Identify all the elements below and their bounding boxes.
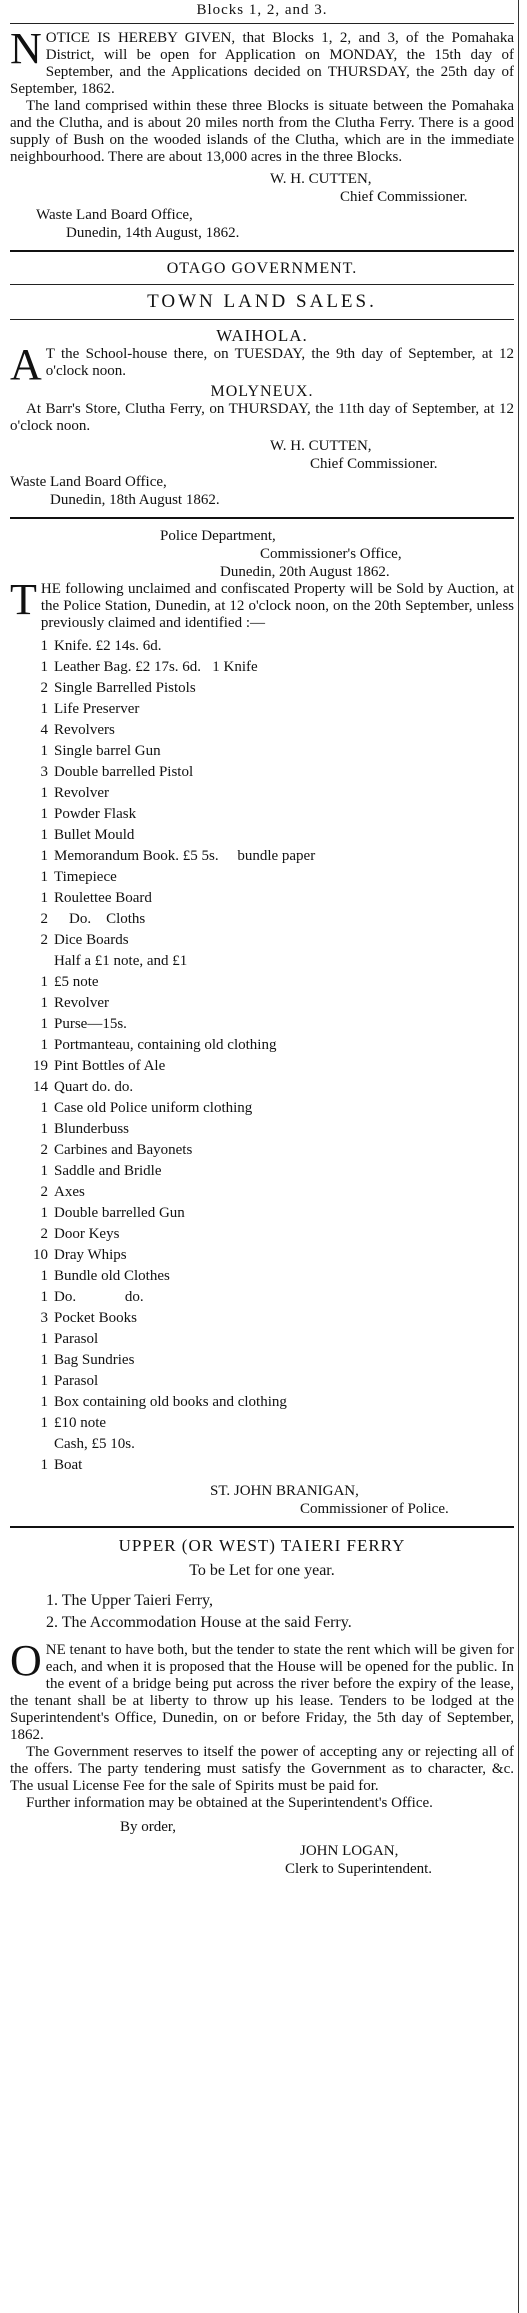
item-description: Revolvers — [54, 722, 115, 738]
item-description: Dice Boards — [54, 932, 129, 948]
property-item — [10, 867, 514, 888]
notice-heading: UPPER (OR WEST) TAIERI FERRY — [118, 1536, 406, 1555]
item-description: Carbines and Bayonets — [54, 1142, 193, 1158]
notice-date: Dunedin, 14th August, 1862. — [66, 225, 240, 241]
notice-heading: Blocks 1, 2, and 3. — [196, 2, 328, 18]
item-quantity: 1 — [40, 890, 48, 906]
drop-cap: N — [10, 24, 42, 73]
item-quantity: 1 — [40, 869, 48, 885]
item-description: Dray Whips — [54, 1247, 127, 1263]
item-description: Double barrelled Gun — [54, 1205, 185, 1221]
department-name: Police Department, — [160, 528, 276, 544]
property-item — [10, 720, 514, 741]
notice-paragraph: T the School-house there, on TUESDAY, the 9th day of September, at 12 o'clock noon. — [45, 346, 514, 379]
property-item — [10, 1161, 514, 1182]
item-quantity: 2 — [40, 1184, 48, 1200]
item-quantity: 1 — [40, 701, 48, 717]
signer-name: ST. JOHN BRANIGAN, — [210, 1483, 359, 1499]
item-quantity: 3 — [40, 764, 48, 780]
item-quantity: 1 — [40, 1289, 48, 1305]
item-quantity: 2 — [40, 680, 48, 696]
drop-cap: O — [10, 1636, 42, 1685]
signer-name: W. H. CUTTEN, — [270, 171, 372, 187]
item-description: Do. Cloths — [54, 911, 146, 927]
item-description: Pocket Books — [54, 1310, 137, 1326]
list-item: 1. The Upper Taieri Ferry, — [46, 1592, 213, 1609]
item-description: Saddle and Bridle — [54, 1163, 162, 1179]
property-list — [10, 636, 514, 1476]
property-item — [10, 888, 514, 909]
place-name: WAIHOLA. — [216, 326, 308, 345]
item-description: £5 note — [54, 974, 99, 990]
property-item — [10, 1455, 514, 1476]
property-item — [10, 1014, 514, 1035]
property-item — [10, 930, 514, 951]
item-description: Boat — [54, 1457, 83, 1473]
signer-name: W. H. CUTTEN, — [270, 438, 372, 454]
property-item — [10, 741, 514, 762]
property-item — [10, 1392, 514, 1413]
property-item — [10, 783, 514, 804]
notice-blocks-pomahaka — [10, 0, 514, 242]
item-description: Double barrelled Pistol — [54, 764, 194, 780]
divider — [10, 284, 514, 285]
item-description: Blunderbuss — [54, 1121, 129, 1137]
divider — [10, 1526, 514, 1528]
property-item — [10, 1182, 514, 1203]
notice-paragraph: HE following unclaimed and confiscated Property will be Sold by Auction, at the Police Station, Dunedin, at 12 o'clock noon, on the 20th September, unless previously claimed and identified :— — [40, 581, 514, 631]
notice-subheading: TOWN LAND SALES. — [147, 291, 377, 312]
signer-title: Commissioner of Police. — [300, 1501, 449, 1517]
item-quantity: 1 — [40, 806, 48, 822]
divider — [10, 517, 514, 519]
property-item — [10, 1224, 514, 1245]
place-name: MOLYNEUX. — [210, 383, 314, 400]
item-description: Single barrel Gun — [54, 743, 161, 759]
property-item — [10, 993, 514, 1014]
property-item — [10, 1098, 514, 1119]
property-item — [10, 1308, 514, 1329]
property-item — [10, 657, 514, 678]
by-order: By order, — [120, 1819, 177, 1835]
item-quantity: 1 — [40, 743, 48, 759]
notice-subheading: To be Let for one year. — [189, 1562, 335, 1579]
item-description: Revolver — [54, 995, 109, 1011]
property-item — [10, 1266, 514, 1287]
item-description: Single Barrelled Pistols — [54, 680, 196, 696]
notice-paragraph: At Barr's Store, Clutha Ferry, on THURSDAY, the 11th day of September, at 12 o'clock noon. — [10, 401, 514, 434]
property-item — [10, 1329, 514, 1350]
property-item — [10, 1413, 514, 1434]
property-item — [10, 1035, 514, 1056]
item-quantity: 1 — [40, 1331, 48, 1347]
item-quantity: 19 — [33, 1058, 48, 1074]
property-item — [10, 951, 514, 972]
divider — [10, 319, 514, 320]
notice-paragraph: OTICE IS HEREBY GIVEN, that Blocks 1, 2, and 3, of the Pomahaka District, will be open for Application on MONDAY, the 15th day of September, and the Applications decided on THURSDAY, the 25th day of September, 1862. — [10, 30, 514, 97]
item-description: Cash, £5 10s. — [54, 1436, 135, 1452]
item-quantity: 1 — [40, 785, 48, 801]
property-item — [10, 762, 514, 783]
item-description: Life Preserver — [54, 701, 140, 717]
item-description: Half a £1 note, and £1 — [54, 953, 188, 969]
property-item — [10, 1245, 514, 1266]
notice-paragraph: Further information may be obtained at the Superintendent's Office. — [26, 1795, 433, 1811]
notice-paragraph: The Government reserves to itself the power of accepting any or rejecting all of the offers. The party tendering must satisfy the Government as to character, &c. The usual License Fee for the sale of Spirits must be paid for. — [10, 1744, 514, 1794]
property-item — [10, 636, 514, 657]
item-quantity: 1 — [40, 638, 48, 654]
item-quantity: 1 — [40, 1016, 48, 1032]
item-quantity: 1 — [40, 827, 48, 843]
item-description: Bullet Mould — [54, 827, 135, 843]
item-quantity: 1 — [40, 1415, 48, 1431]
property-item — [10, 909, 514, 930]
item-quantity: 4 — [40, 722, 48, 738]
item-quantity: 3 — [40, 1310, 48, 1326]
item-quantity: 1 — [40, 1394, 48, 1410]
property-item — [10, 1119, 514, 1140]
drop-cap: A — [10, 340, 42, 389]
divider — [10, 23, 514, 24]
notice-date: Dunedin, 20th August 1862. — [220, 564, 390, 580]
divider — [10, 250, 514, 252]
office-name: Commissioner's Office, — [260, 546, 402, 562]
item-description: £10 note — [54, 1415, 107, 1431]
item-quantity: 1 — [40, 1205, 48, 1221]
property-item — [10, 1434, 514, 1455]
item-quantity: 1 — [40, 1037, 48, 1053]
property-item — [10, 1077, 514, 1098]
item-quantity: 1 — [40, 1121, 48, 1137]
item-description: Bundle old Clothes — [54, 1268, 170, 1284]
office-name: Waste Land Board Office, — [10, 474, 167, 490]
item-description: Parasol — [54, 1331, 99, 1347]
item-description: Quart do. do. — [54, 1079, 134, 1095]
item-quantity: 1 — [40, 995, 48, 1011]
property-item — [10, 678, 514, 699]
item-quantity: 1 — [40, 1100, 48, 1116]
item-description: Timepiece — [54, 869, 117, 885]
item-quantity: 1 — [40, 1163, 48, 1179]
item-quantity: 1 — [40, 1352, 48, 1368]
item-quantity: 1 — [40, 1373, 48, 1389]
item-description: Door Keys — [54, 1226, 120, 1242]
property-item — [10, 1203, 514, 1224]
item-quantity: 1 — [40, 974, 48, 990]
notice-paragraph: The land comprised within these three Blocks is situate between the Pomahaka and the Clutha, and is about 20 miles north from the Clutha Ferry. There is a good supply of Bush on the wooded islands of the Clutha, which are in the immediate neighbourhood. There are about 13,000 acres in the three Blocks. — [10, 98, 514, 165]
item-description: Box containing old books and clothing — [54, 1394, 287, 1410]
property-item — [10, 972, 514, 993]
office-name: Waste Land Board Office, — [36, 207, 193, 223]
item-description: Do. do. — [54, 1289, 144, 1305]
item-quantity: 14 — [33, 1079, 48, 1095]
property-item — [10, 825, 514, 846]
newspaper-column — [8, 0, 519, 2313]
property-item — [10, 1287, 514, 1308]
item-description: Knife. £2 14s. 6d. — [54, 638, 162, 654]
property-item — [10, 1140, 514, 1161]
notice-date: Dunedin, 18th August 1862. — [50, 492, 220, 508]
item-quantity: 2 — [40, 911, 48, 927]
notice-taieri-ferry — [10, 1536, 514, 1878]
item-quantity: 1 — [40, 1268, 48, 1284]
item-quantity: 10 — [33, 1247, 48, 1263]
signer-name: JOHN LOGAN, — [300, 1843, 399, 1859]
property-item — [10, 1350, 514, 1371]
signer-title: Chief Commissioner. — [310, 456, 438, 472]
item-description: Revolver — [54, 785, 109, 801]
notice-police-auction — [10, 527, 514, 1518]
notice-heading: OTAGO GOVERNMENT. — [166, 260, 358, 277]
property-item — [10, 804, 514, 825]
item-quantity: 2 — [40, 1142, 48, 1158]
item-description: Powder Flask — [54, 806, 137, 822]
item-quantity: 2 — [40, 932, 48, 948]
item-description: Memorandum Book. £5 5s. bundle paper — [54, 848, 316, 864]
drop-cap: T — [10, 575, 37, 624]
notice-town-land-sales — [10, 260, 514, 509]
item-description: Case old Police uniform clothing — [54, 1100, 253, 1116]
property-item — [10, 1056, 514, 1077]
property-item — [10, 699, 514, 720]
item-quantity: 1 — [40, 848, 48, 864]
property-item — [10, 1371, 514, 1392]
list-item: 2. The Accommodation House at the said Ferry. — [46, 1614, 352, 1631]
signer-title: Clerk to Superintendent. — [285, 1861, 433, 1877]
item-quantity: 1 — [40, 659, 48, 675]
signer-title: Chief Commissioner. — [340, 189, 468, 205]
item-description: Leather Bag. £2 17s. 6d. 1 Knife — [54, 659, 258, 675]
item-description: Roulettee Board — [54, 890, 152, 906]
item-description: Purse—15s. — [54, 1016, 127, 1032]
item-description: Parasol — [54, 1373, 99, 1389]
notice-paragraph: NE tenant to have both, but the tender to state the rent which will be given for each, and when it is proposed that the House will be opened for the public. In the event of a bridge being put across the river before the expiry of the lease, the tenant shall be at liberty to throw up his lease. Tenders to be lodged at the Superintendent's Office, Dunedin, on or before Friday, the 5th day of September, 1862. — [10, 1642, 514, 1743]
item-description: Pint Bottles of Ale — [54, 1058, 166, 1074]
item-description: Axes — [54, 1184, 85, 1200]
item-description: Portmanteau, containing old clothing — [54, 1037, 277, 1053]
item-description: Bag Sundries — [54, 1352, 135, 1368]
item-quantity: 2 — [40, 1226, 48, 1242]
property-item — [10, 846, 514, 867]
item-quantity: 1 — [40, 1457, 48, 1473]
